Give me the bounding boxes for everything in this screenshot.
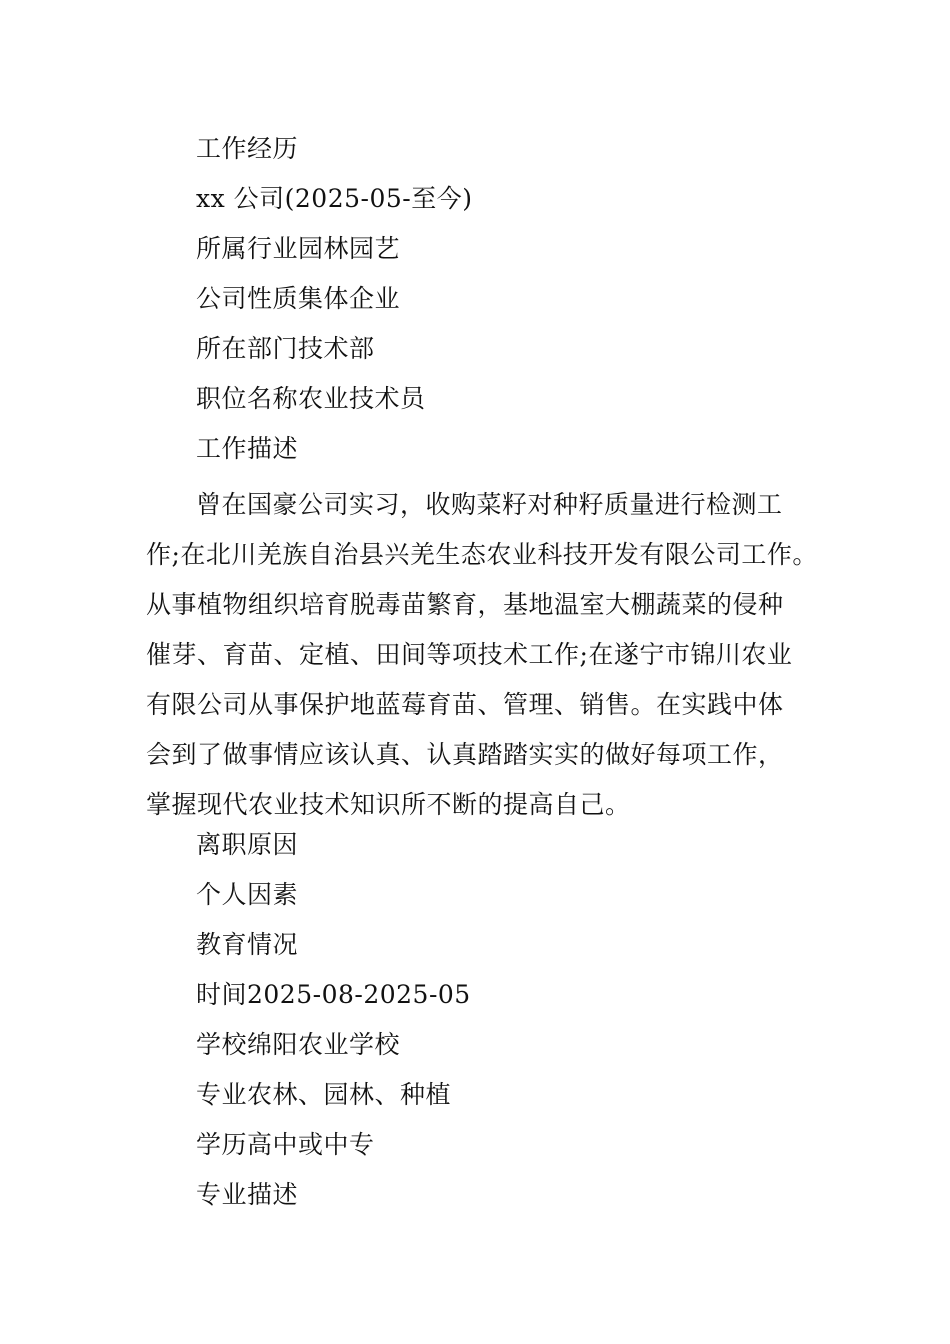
department-line: 所在部门技术部: [196, 334, 375, 363]
description-line: 从事植物组织培育脱毒苗繁育，基地温室大棚蔬菜的侵种: [146, 590, 784, 619]
description-line: 会到了做事情应该认真、认真踏踏实实的做好每项工作，: [146, 740, 784, 769]
education-heading: 教育情况: [196, 930, 299, 959]
position-line: 职位名称农业技术员: [196, 384, 426, 413]
work-experience-heading: 工作经历: [196, 134, 299, 163]
work-description-paragraph: [146, 480, 816, 830]
education-time-line: 时间2025-08-2025-05: [196, 980, 471, 1009]
industry-line: 所属行业园林园艺: [196, 234, 401, 263]
work-description-heading: 工作描述: [196, 434, 299, 463]
company-type-line: 公司性质集体企业: [196, 284, 401, 313]
major-description-heading: 专业描述: [196, 1180, 299, 1209]
description-line: 催芽、育苗、定植、田间等项技术工作;在遂宁市锦川农业: [146, 640, 793, 669]
education-major-line: 专业农林、园林、种植: [196, 1080, 452, 1109]
leave-reason-value: 个人因素: [196, 880, 299, 909]
description-line: 有限公司从事保护地蓝莓育苗、管理、销售。在实践中体: [146, 690, 784, 719]
description-line: 曾在国豪公司实习，收购菜籽对种籽质量进行检测工: [196, 490, 783, 519]
description-line: 掌握现代农业技术知识所不断的提高自己。: [146, 790, 631, 819]
education-school-line: 学校绵阳农业学校: [196, 1030, 401, 1059]
education-degree-line: 学历高中或中专: [196, 1130, 375, 1159]
description-line: 作;在北川羌族自治县兴羌生态农业科技开发有限公司工作。: [146, 540, 818, 569]
company-line: xx 公司(2025-05-至今): [196, 184, 473, 213]
leave-reason-heading: 离职原因: [196, 830, 299, 859]
